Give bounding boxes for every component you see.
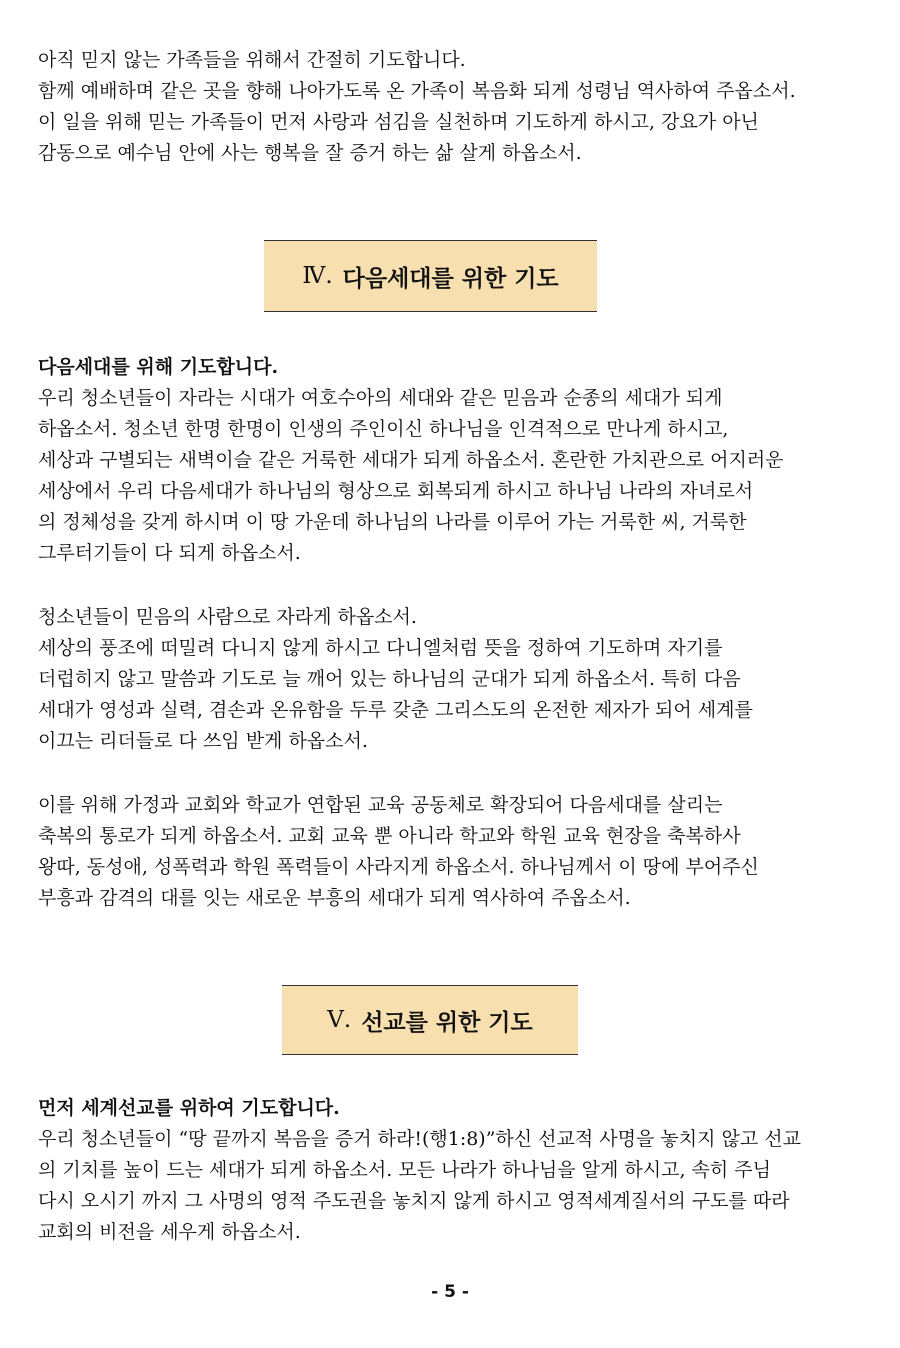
next-generation-paragraph-3 [38, 790, 822, 914]
paragraph-line: 더럽히지 않고 말씀과 기도로 늘 깨어 있는 하나님의 군대가 되게 하옵소서. 특히 다음 [38, 668, 741, 690]
next-generation-paragraph-2 [38, 602, 822, 757]
paragraph-line: 하옵소서. 청소년 한명 한명이 인생의 주인이신 하나님을 인격적으로 만나게 하시고, [38, 418, 729, 440]
intro-line: 감동으로 예수님 안에 사는 행복을 잘 증거 하는 삶 살게 하옵소서. [38, 142, 582, 164]
next-generation-paragraph-1 [38, 352, 822, 569]
paragraph-lead: 다음세대를 위해 기도합니다. [38, 356, 279, 378]
paragraph-line: 교회의 비전을 세우게 하옵소서. [38, 1221, 301, 1243]
paragraph-line: 세상의 풍조에 떠밀려 다니지 않게 하시고 다니엘처럼 뜻을 정하여 기도하며 자기를 [38, 637, 723, 659]
paragraph-line: 세대가 영성과 실력, 겸손과 온유함을 두루 갖춘 그리스도의 온전한 제자가 되어 세계를 [38, 699, 753, 721]
section-heading-missions [282, 985, 578, 1055]
intro-line: 이 일을 위해 믿는 가족들이 먼저 사랑과 섬김을 실천하며 기도하게 하시고, 강요가 아닌 [38, 111, 759, 133]
paragraph-line: 그루터기들이 다 되게 하옵소서. [38, 542, 301, 564]
paragraph-line: 다시 오시기 까지 그 사명의 영적 주도권을 놓치지 않게 하시고 영적세계질서의 구도를 따라 [38, 1190, 790, 1212]
paragraph-line: 우리 청소년들이 “땅 끝까지 복음을 증거 하라!(행1:8)”하신 선교적 사명을 놓치지 않고 선교 [38, 1128, 801, 1150]
paragraph-line: 우리 청소년들이 자라는 시대가 여호수아의 세대와 같은 믿음과 순종의 세대가 되게 [38, 387, 723, 409]
page-number: - 5 - [431, 1282, 469, 1302]
paragraph-line: 이끄는 리더들로 다 쓰임 받게 하옵소서. [38, 730, 368, 752]
paragraph-line: 부흥과 감격의 대를 잇는 새로운 부흥의 세대가 되게 역사하여 주옵소서. [38, 887, 631, 909]
section-title: 선교를 위한 기도 [361, 1009, 533, 1036]
missions-paragraph-1 [38, 1093, 822, 1248]
paragraph-line: 세상과 구별되는 새벽이슬 같은 거룩한 세대가 되게 하옵소서. 혼란한 가치관으로 어지러운 [38, 449, 784, 471]
paragraph-lead: 먼저 세계선교를 위하여 기도합니다. [38, 1097, 340, 1119]
intro-line: 함께 예배하며 같은 곳을 향해 나아가도록 온 가족이 복음화 되게 성령님 역사하여 주옵소서. [38, 80, 796, 102]
paragraph-line: 의 정체성을 갖게 하시며 이 땅 가운데 하나님의 나라를 이루어 가는 거룩한 씨, 거룩한 [38, 511, 747, 533]
paragraph-line: 세상에서 우리 다음세대가 하나님의 형상으로 회복되게 하시고 하나님 나라의 자녀로서 [38, 480, 754, 502]
section-title: 다음세대를 위한 기도 [342, 265, 559, 292]
paragraph-line: 청소년들이 믿음의 사람으로 자라게 하옵소서. [38, 606, 417, 628]
section-number: Ⅴ. [327, 1007, 352, 1033]
paragraph-line: 이를 위해 가정과 교회와 학교가 연합된 교육 공동체로 확장되어 다음세대를 살리는 [38, 794, 723, 816]
paragraph-line: 의 기치를 높이 드는 세대가 되게 하옵소서. 모든 나라가 하나님을 알게 하시고, 속히 주님 [38, 1159, 771, 1181]
section-heading-next-generation [264, 240, 597, 312]
paragraph-line: 축복의 통로가 되게 하옵소서. 교회 교육 뿐 아니라 학교와 학원 교육 현장을 축복하사 [38, 825, 741, 847]
paragraph-line: 왕따, 동성애, 성폭력과 학원 폭력들이 사라지게 하옵소서. 하나님께서 이 땅에 부어주신 [38, 856, 759, 878]
intro-paragraph [38, 45, 822, 169]
intro-line: 아직 믿지 않는 가족들을 위해서 간절히 기도합니다. [38, 49, 466, 71]
section-number: Ⅳ. [302, 263, 333, 289]
